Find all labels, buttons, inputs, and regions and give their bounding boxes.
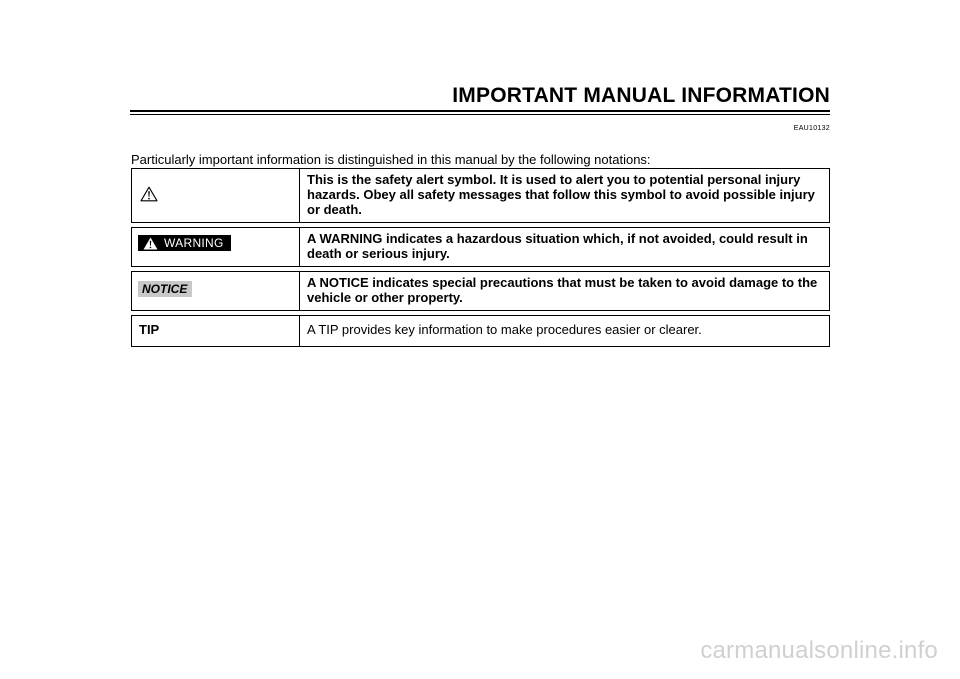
page-header: [130, 84, 830, 116]
notation-row-safety-alert: [131, 168, 830, 223]
safety-alert-icon: [140, 186, 158, 202]
watermark: carmanualsonline.info: [700, 637, 938, 664]
header-rule-thick: [130, 110, 830, 112]
notation-symbol-cell: [132, 228, 300, 266]
header-rule-thin: [130, 114, 830, 115]
notation-table: [131, 168, 830, 351]
notation-symbol-cell: [132, 169, 300, 222]
page-title: IMPORTANT MANUAL INFORMATION: [452, 84, 830, 107]
notation-symbol-cell: [132, 272, 300, 310]
notation-symbol-cell: [132, 316, 300, 346]
notation-row-notice: [131, 271, 830, 311]
intro-text: Particularly important information is distinguished in this manual by the following notations:: [131, 152, 651, 167]
warning-triangle-icon: [143, 237, 158, 250]
warning-label-text: WARNING: [164, 236, 224, 250]
notice-label: NOTICE: [138, 281, 192, 297]
notation-description: A WARNING indicates a hazardous situation which, if not avoided, could result in death or serious injury.: [307, 231, 808, 261]
notation-row-tip: [131, 315, 830, 347]
notation-row-warning: [131, 227, 830, 267]
notation-description: A TIP provides key information to make procedures easier or clearer.: [307, 322, 702, 337]
notation-description: This is the safety alert symbol. It is used to alert you to potential personal injury hazards. Obey all safety messages that follow this symbol to avoid possible injury or death.: [307, 172, 815, 217]
notation-description: A NOTICE indicates special precautions that must be taken to avoid damage to the vehicle or other property.: [307, 275, 818, 305]
document-code: EAU10132: [793, 125, 830, 132]
tip-label: TIP: [139, 322, 160, 337]
warning-label: [138, 235, 231, 251]
